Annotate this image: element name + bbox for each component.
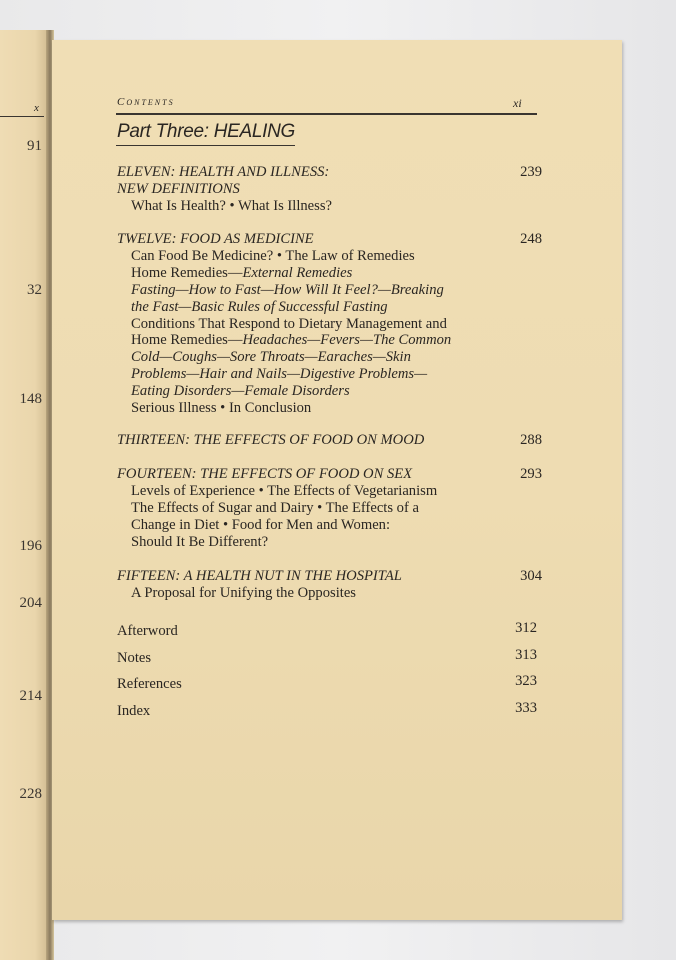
header-rule xyxy=(116,113,537,115)
left-page-number: 214 xyxy=(19,688,42,704)
section-text: Headaches—Fevers—The Common xyxy=(242,332,452,349)
section-text: Fasting—How to Fast—How Will It Feel?—Breaking xyxy=(131,281,444,298)
section-text: Eating Disorders—Female Disorders xyxy=(131,383,350,400)
running-title: Contents xyxy=(117,96,175,108)
back-matter-label: Notes xyxy=(117,650,152,666)
section-line xyxy=(117,198,542,215)
left-page-header-mark: x xyxy=(34,102,39,114)
section-line xyxy=(117,517,542,534)
section-text: Problems—Hair and Nails—Digestive Problems— xyxy=(131,366,428,383)
chapter-title: TWELVE: FOOD AS MEDICINE xyxy=(117,231,314,247)
section-text: Levels of Experience • The Effects of Vegetarianism xyxy=(131,482,438,499)
left-page-number: 91 xyxy=(27,138,42,154)
section-line xyxy=(117,585,542,602)
chapter-title: NEW DEFINITIONS xyxy=(117,180,240,197)
part-title: Part Three: HEALING xyxy=(117,121,296,142)
left-page-number: 32 xyxy=(27,282,42,298)
toc-chapter-entry xyxy=(117,231,542,417)
section-line xyxy=(117,534,542,551)
chapter-page-number: 239 xyxy=(520,164,542,180)
chapter-page-number: 288 xyxy=(520,432,542,448)
chapter-title: FIFTEEN: A HEALTH NUT IN THE HOSPITAL xyxy=(117,568,402,584)
chapter-title: ELEVEN: HEALTH AND ILLNESS: xyxy=(117,164,330,180)
section-text: The Effects of Sugar and Dairy • The Effects of a xyxy=(131,499,419,516)
left-page-number: 204 xyxy=(19,595,42,611)
section-line xyxy=(117,332,542,349)
section-text: Serious Illness • In Conclusion xyxy=(131,400,312,417)
left-header-rule xyxy=(0,116,44,117)
section-text: A Proposal for Unifying the Opposites xyxy=(131,584,356,601)
chapter-page-number: 248 xyxy=(520,231,542,247)
section-line xyxy=(117,282,542,299)
chapter-title: FOURTEEN: THE EFFECTS OF FOOD ON SEX xyxy=(117,466,413,482)
back-matter-page-number: 313 xyxy=(515,647,537,663)
section-text: What Is Health? • What Is Illness? xyxy=(131,197,332,214)
page-number: xi xyxy=(513,96,522,110)
section-line xyxy=(117,500,542,517)
section-text: the Fast—Basic Rules of Successful Fasting xyxy=(131,298,388,315)
chapter-page-number: 293 xyxy=(520,466,542,482)
toc-chapter-entry xyxy=(117,432,542,449)
chapter-page-number: 304 xyxy=(520,568,542,584)
section-text: Cold—Coughs—Sore Throats—Earaches—Skin xyxy=(131,349,411,366)
chapter-title: THIRTEEN: THE EFFECTS OF FOOD ON MOOD xyxy=(117,432,425,448)
section-line xyxy=(117,483,542,500)
back-matter-label: References xyxy=(117,676,182,692)
section-line xyxy=(117,248,542,265)
section-text: External Remedies xyxy=(242,264,353,281)
section-text: Home Remedies— xyxy=(131,332,243,349)
toc-chapter-entry xyxy=(117,164,542,215)
part-title-underline xyxy=(116,145,295,146)
toc-chapter-entry xyxy=(117,568,542,602)
toc-chapter-entry xyxy=(117,466,542,551)
toc-back-matter-entry xyxy=(117,647,537,667)
section-line xyxy=(117,265,542,282)
section-line xyxy=(117,400,542,417)
toc-back-matter-entry xyxy=(117,673,537,693)
back-matter-label: Afterword xyxy=(117,623,178,639)
left-page-number: 196 xyxy=(19,538,42,554)
section-line xyxy=(117,299,542,316)
section-line xyxy=(117,349,542,366)
back-matter-page-number: 323 xyxy=(515,673,537,689)
section-text: Conditions That Respond to Dietary Management and xyxy=(131,315,447,332)
section-text: Change in Diet • Food for Men and Women: xyxy=(131,516,391,533)
section-line xyxy=(117,316,542,333)
toc-back-matter-entry xyxy=(117,620,537,640)
back-matter-label: Index xyxy=(117,703,151,719)
section-text: Should It Be Different? xyxy=(131,533,269,550)
back-matter-page-number: 312 xyxy=(515,620,537,636)
section-line xyxy=(117,383,542,400)
section-text: Can Food Be Medicine? • The Law of Remedies xyxy=(131,247,415,264)
section-line xyxy=(117,366,542,383)
toc-back-matter-entry xyxy=(117,700,537,720)
back-matter-page-number: 333 xyxy=(515,700,537,716)
left-page xyxy=(0,30,50,960)
left-page-number: 148 xyxy=(19,391,42,407)
section-text: Home Remedies— xyxy=(131,264,243,281)
left-page-number: 228 xyxy=(19,786,42,802)
